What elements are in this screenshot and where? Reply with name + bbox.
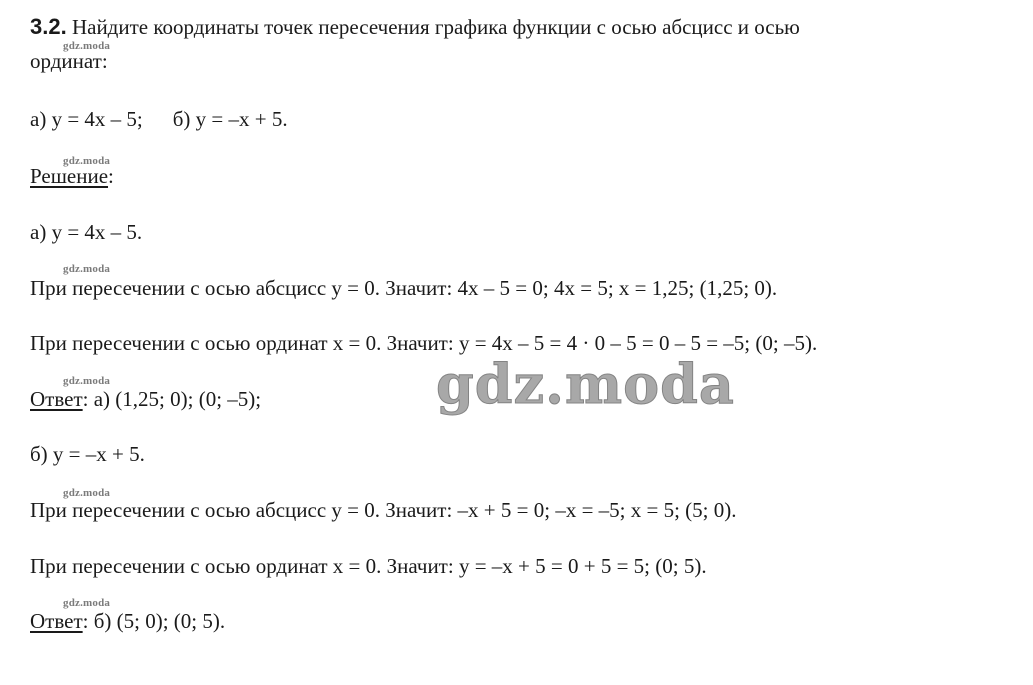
answer-text: : б) (5; 0); (0; 5). (82, 609, 226, 633)
watermark-small: gdz.moda (63, 375, 111, 387)
watermark-small: gdz.moda (63, 40, 111, 52)
solution-a-y-axis: При пересечении с осью ординат x = 0. Значит: y = 4x – 5 = 4 · 0 – 5 = 0 – 5 = –5; (0; –5). (30, 331, 818, 355)
task-parts (30, 106, 288, 132)
solution-heading-colon: : (108, 164, 114, 188)
task-part-b: б) y = –x + 5. (172, 107, 288, 131)
solution-b-equation: б) y = –x + 5. (30, 442, 145, 466)
watermark-small: gdz.moda (63, 263, 111, 275)
solution-heading-label: Решение (30, 164, 109, 188)
watermark-small: gdz.moda (63, 487, 111, 499)
solution-b-answer (30, 608, 225, 634)
task-part-a: а) y = 4x – 5; (30, 107, 143, 131)
solution-a-equation: а) y = 4x – 5. (30, 220, 143, 244)
task-text-continued: ординат: (30, 49, 108, 73)
answer-label: Ответ (30, 387, 83, 411)
task-line-1 (30, 14, 800, 40)
answer-label: Ответ (30, 609, 83, 633)
task-line-2 (30, 48, 108, 74)
watermark-large: gdz.moda (436, 352, 735, 416)
solution-heading (30, 163, 114, 189)
answer-text: : а) (1,25; 0); (0; –5); (82, 387, 262, 411)
task-number: 3.2. (30, 14, 67, 39)
task-text: Найдите координаты точек пересечения графика функции с осью абсцисс и осью (71, 15, 800, 39)
solution-b-y-axis: При пересечении с осью ординат x = 0. Значит: y = –x + 5 = 0 + 5 = 5; (0; 5). (30, 554, 707, 578)
solution-a-answer (30, 386, 261, 412)
solution-b-x-axis: При пересечении с осью абсцисс y = 0. Значит: –x + 5 = 0; –x = –5; x = 5; (5; 0). (30, 498, 737, 522)
watermark-small: gdz.moda (63, 155, 111, 167)
solution-a-x-axis: При пересечении с осью абсцисс y = 0. Значит: 4x – 5 = 0; 4x = 5; x = 1,25; (1,25; 0). (30, 276, 778, 300)
watermark-small: gdz.moda (63, 597, 111, 609)
